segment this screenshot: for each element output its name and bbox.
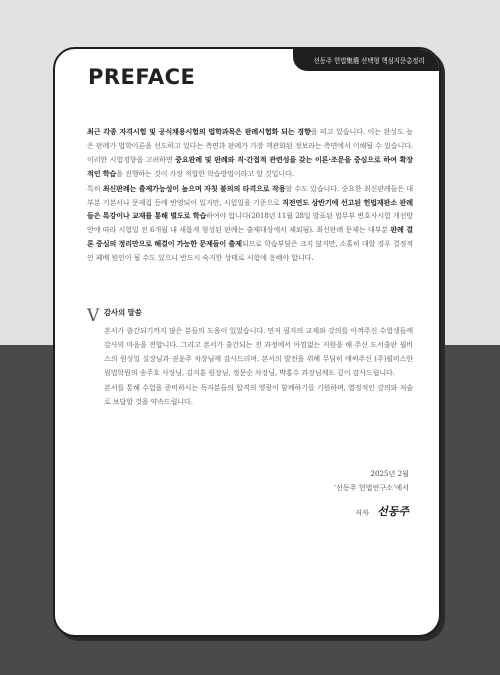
preface-card xyxy=(53,47,441,637)
thanks-paragraph: 본서가 출간되기까지 많은 분들의 도움이 있었습니다. 먼저 필자의 교재와 강의를 아껴주신 수험생들께 감사의 마음을 전합니다. 그리고 본서가 출간되는 전 과정에서 아낌없는 지원을 해 주신 도서출판 윌비스의 원성일 실장님과 권윤주 차장님께 감사드리며, 본서의 발전을 위해 무딤히 애써주신 (주)윌비스한림법학원의 송주호 사장님, 김지훈 원장님, 정문순 차장님, 박홍수 과장님께도 깊이 감사드립니다. xyxy=(104,326,413,377)
signature-date: 2025년 2월 xyxy=(370,469,409,478)
signature-block xyxy=(334,467,409,519)
v-mark-icon: V xyxy=(87,306,100,326)
body-text: 하여야 합니다(2018년 11월 28일 발표된 법무부 변호사시험 개선방안에 따라 시험일 전 6개월 내 새롭게 형성된 판례는 출제대상에서 제외됨). 최신판례 문제는 대부분 xyxy=(87,211,413,235)
signature-institution: ‘선동주 헌법연구소’에서 xyxy=(333,483,409,492)
series-tab: 선동주 헌법集選 선택형 핵심지문총정리 xyxy=(293,49,441,71)
body-text: 특히 xyxy=(87,183,103,193)
page-title: PREFACE xyxy=(88,65,196,89)
emphasis-text: 직전연도 상반기에 선고된 헌법재판소 판례들은 특강이나 교재를 통해 별도로 학습 xyxy=(87,197,413,221)
author-label: 저자 xyxy=(355,508,369,517)
emphasis-text: 중요판례 및 판례와 직·간접적 관련성을 갖는 이론·조문을 중심으로 하여 확장적인 학습 xyxy=(87,154,413,178)
body-text: 되므로 학습부담은 크지 않지만, 소홀히 대할 경우 결정적인 패배 원인이 될 수도 있으니 반드시 숙지한 상태로 시험에 응해야 합니다. xyxy=(87,239,414,263)
thanks-heading: 감사의 말씀 xyxy=(104,308,142,317)
author-name: 선동주 xyxy=(377,505,409,518)
preface-paragraph xyxy=(87,125,413,181)
signature-author xyxy=(334,503,409,519)
body-text: 을 띠고 있습니다. 이는 완성도 높은 판례가 법학이론을 선도하고 있다는 측면과 판례가 가장 객관화된 정보라는 측면에서 이해될 수 있습니다. 이러한 시험경향을 고려하면 xyxy=(87,127,414,164)
thanks-section xyxy=(104,308,413,408)
emphasis-text: 최신판례는 출제가능성이 높으며 자칫 불의의 타격으로 작용 xyxy=(102,183,286,193)
thanks-paragraph: 본서를 통해 수험을 준비하시는 독자분들의 합격의 영광이 함께하기를 기원하며, 열정적인 강의와 저술로 보답할 것을 약속드립니다. xyxy=(104,382,413,406)
body-text: 할 수도 있습니다. 중요한 최신판례들은 대부분 기본서나 문제집 등에 반영되어 있지만, 시험일을 기준으로 xyxy=(87,183,414,207)
preface-body xyxy=(87,125,413,265)
emphasis-text: 판례 결론 중심의 정리만으로 해결이 가능한 문제들이 출제 xyxy=(87,225,413,249)
body-text: 을 진행하는 것이 가장 적합한 학습방법이라고 할 것입니다. xyxy=(116,168,294,178)
preface-paragraph xyxy=(87,182,413,265)
emphasis-text: 최근 각종 자격시험 및 공식채용시험의 법학과목은 판례시험화 되는 경향 xyxy=(87,127,311,136)
